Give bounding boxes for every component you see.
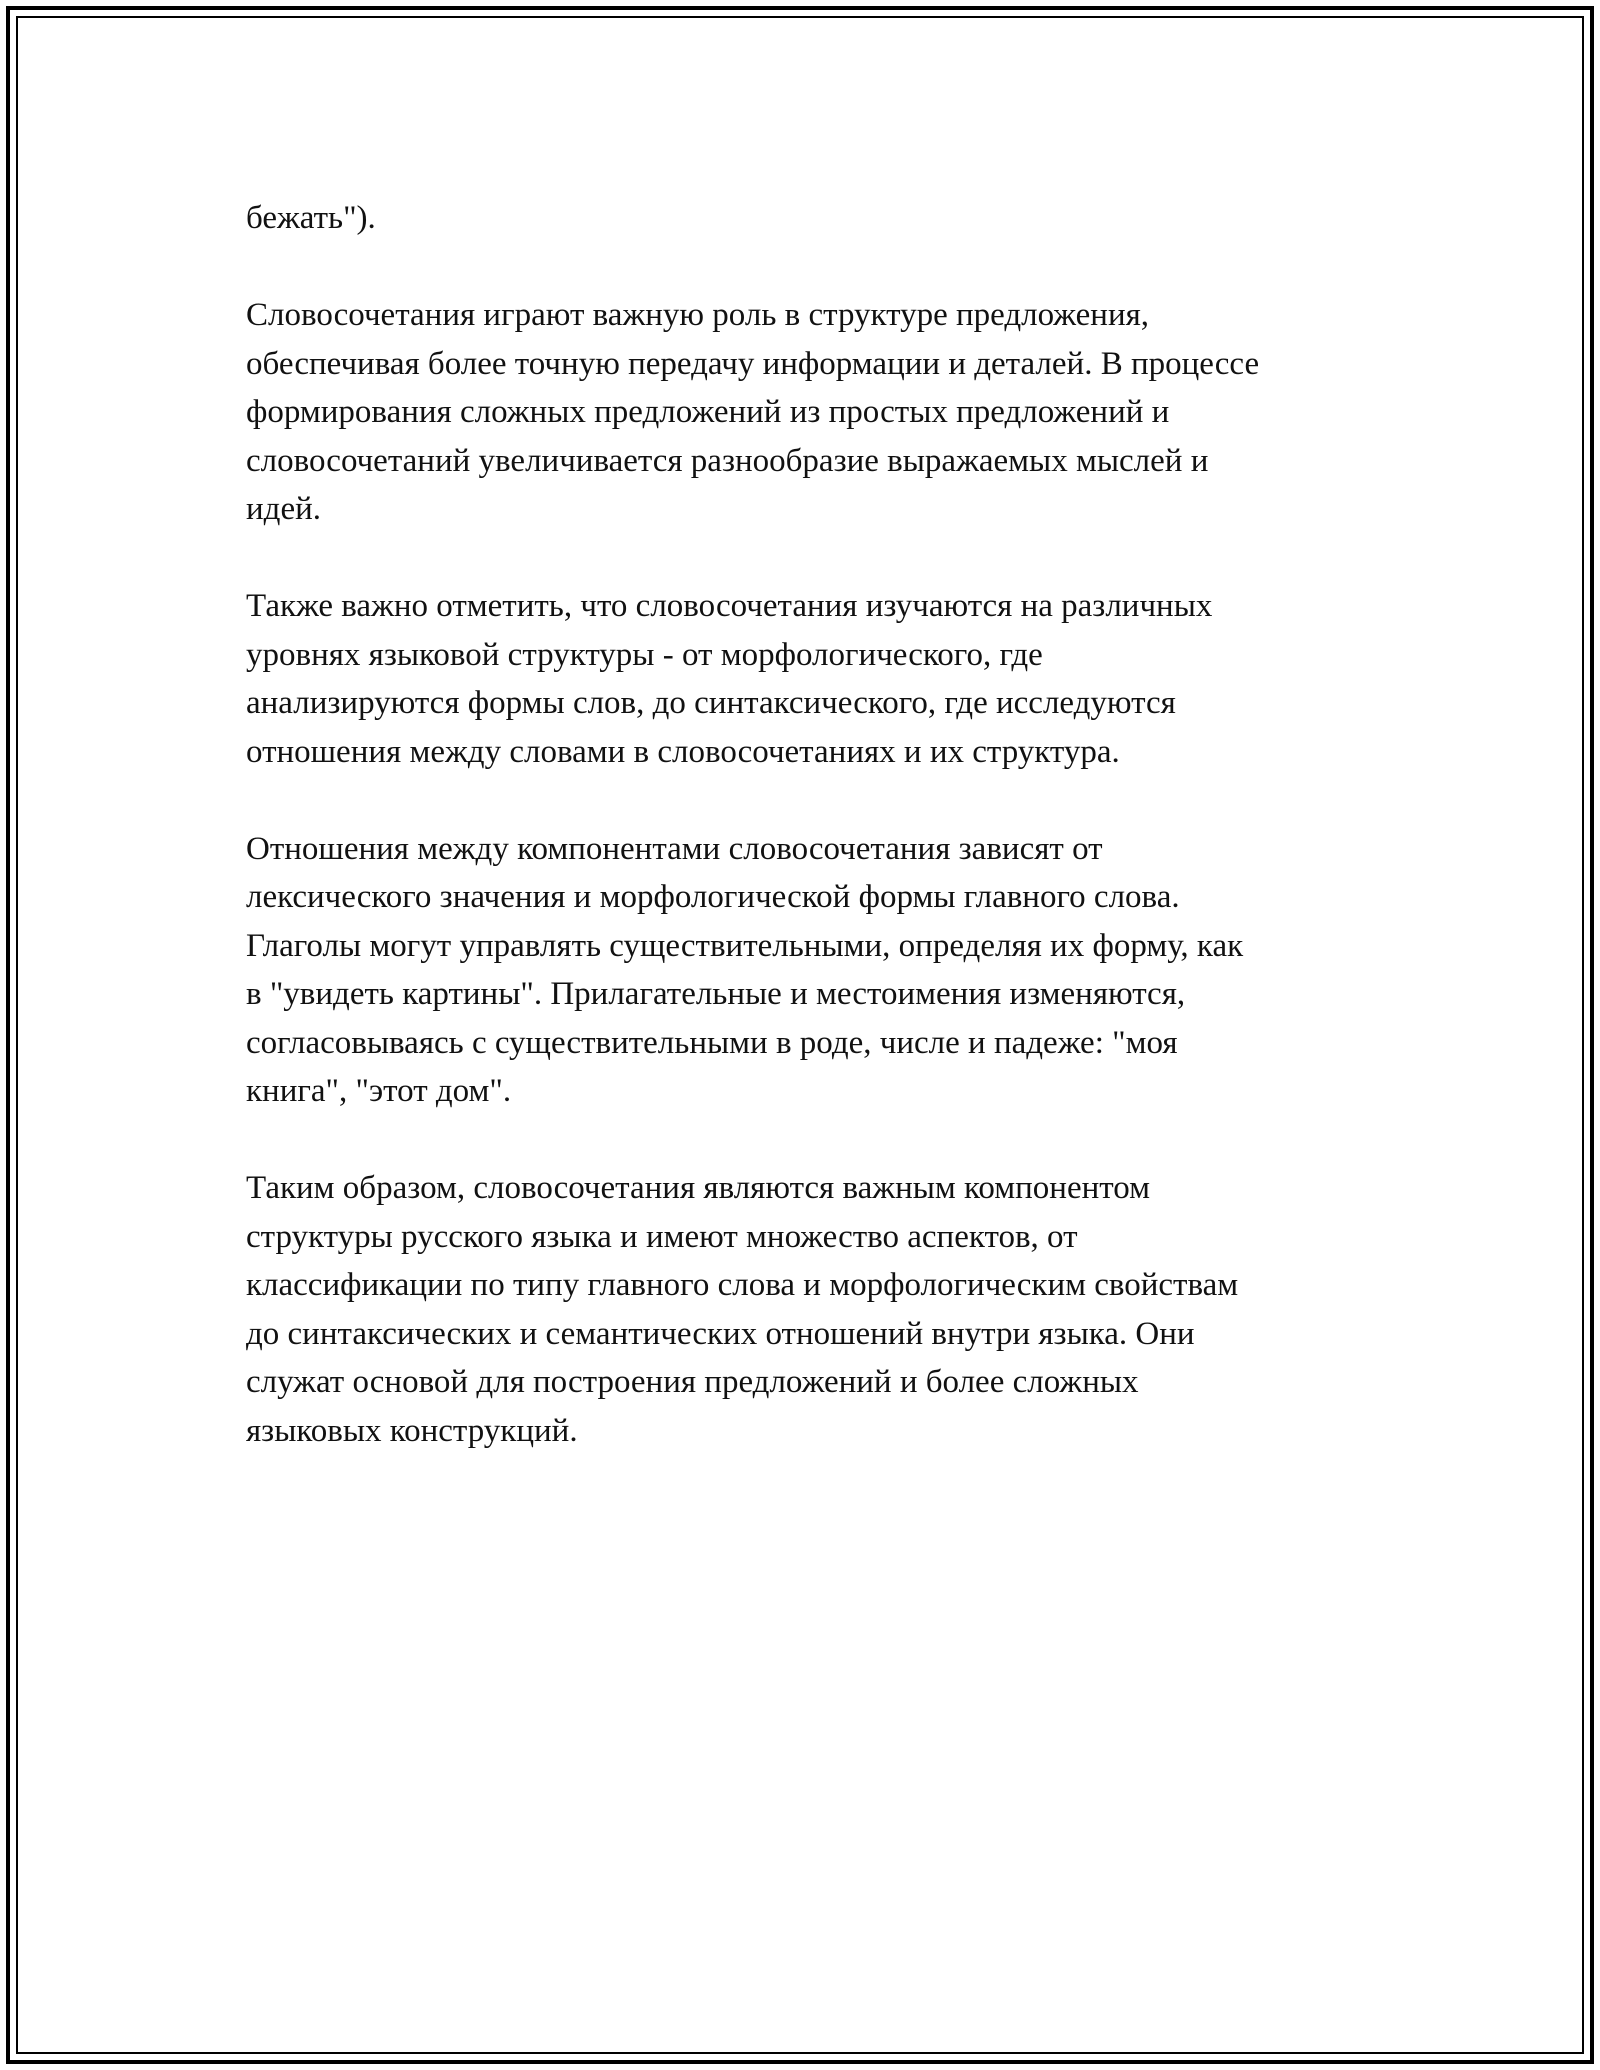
text-line: Отношения между компонентами словосочетания зависят от	[246, 830, 1103, 867]
page-frame	[6, 6, 1594, 2064]
text-line: словосочетаний увеличивается разнообразие выражаемых мыслей и	[246, 442, 1209, 479]
text-line: книга", "этот дом".	[246, 1073, 512, 1109]
paragraph-2	[246, 291, 1406, 534]
text-line: Таким образом, словосочетания являются важным компонентом	[246, 1170, 1151, 1206]
text-line: служат основой для построения предложений и более сложных	[246, 1364, 1139, 1400]
text-line: Глаголы могут управлять существительными, определяя их форму, как	[246, 927, 1244, 964]
text-line: анализируются формы слов, до синтаксического, где исследуются	[246, 685, 1176, 721]
document-body	[246, 194, 1406, 1504]
text-line: до синтаксических и семантических отношений внутри языка. Они	[246, 1315, 1195, 1352]
text-line: Словосочетания играют важную роль в структуре предложения,	[246, 297, 1150, 333]
text-line: классификации по типу главного слова и морфологическим свойствам	[246, 1267, 1239, 1303]
text-line: отношения между словами в словосочетаниях и их структура.	[246, 733, 1120, 770]
paragraph-5	[246, 1164, 1406, 1455]
paragraph-3	[246, 582, 1406, 776]
text-line: обеспечивая более точную передачу информации и деталей. В процессе	[246, 345, 1260, 382]
text-line: лексического значения и морфологической формы главного слова.	[246, 879, 1180, 915]
paragraph-1	[246, 194, 1406, 243]
text-line: бежать").	[246, 200, 376, 236]
paragraph-4	[246, 825, 1406, 1116]
text-line: структуры русского языка и имеют множество аспектов, от	[246, 1218, 1078, 1255]
text-line: в "увидеть картины". Прилагательные и местоимения изменяются,	[246, 976, 1186, 1012]
text-line: языковых конструкций.	[246, 1412, 578, 1449]
text-line: Также важно отметить, что словосочетания изучаются на различных	[246, 588, 1213, 624]
text-line: формирования сложных предложений из простых предложений и	[246, 394, 1170, 430]
text-line: идей.	[246, 491, 322, 527]
text-line: согласовываясь с существительными в роде, числе и падеже: "моя	[246, 1024, 1178, 1061]
text-line: уровнях языковой структуры - от морфологического, где	[246, 636, 1043, 673]
